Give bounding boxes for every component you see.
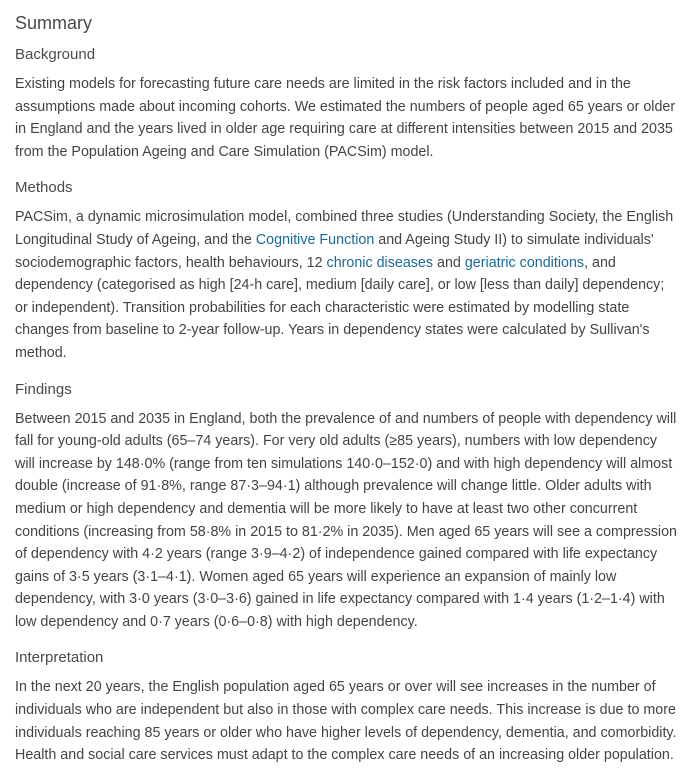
summary-title: Summary — [15, 13, 93, 33]
methods-text — [15, 206, 680, 364]
findings-text: Between 2015 and 2035 in England, both the prevalence of and numbers of people with dependency will fall for young-old adults (65–74 years). For very old adults (≥85 years), numbers with low dependency will increase by 148·0% (range from ten simulations 140·0–152·0) and with high dependency will almost double (increase of 91·8%, range 87·3–94·1) although prevalence will change little. Older adults with medium or high dependency and dementia will be more likely to have at least two other concurrent conditions (increasing from 58·8% in 2015 to 81·2% in 2035). Men aged 65 years will see a compression of dependency with 4·2 years (range 3·9–4·2) of independence gained compared with life expectancy gains of 3·5 years (3·1–4·1). Women aged 65 years will experience an expansion of mainly low dependency, with 3·0 years (3·0–3·6) gained in life expectancy compared with 1·4 years (1·2–1·4) with low dependency and 0·7 years (0·6–0·8) with high dependency. — [15, 410, 677, 630]
interpretation-section — [15, 647, 680, 766]
interpretation-text: In the next 20 years, the English population aged 65 years or over will see increases in the number of individuals who are independent but also in those with complex care needs. This increase is due to more individuals reaching 85 years or older who have higher levels of dependency, dementia, and comorbidity. Health and social care services must adapt to the complex care needs of an increasing older population. — [15, 679, 677, 764]
geriatric-conditions-link[interactable]: geriatric conditions — [464, 254, 585, 271]
methods-heading: Methods — [15, 179, 73, 197]
background-text: Existing models for forecasting future care needs are limited in the risk factors included and in the assumptions made about incoming cohorts. We estimated the numbers of people aged 65 years or older in England and the years lived in older age requiring care at different intensities between 2015 and 2035 from the Population Ageing and Care Simulation (PACSim) model. — [15, 76, 676, 160]
cognitive-function-link[interactable]: Cognitive Function — [255, 231, 375, 248]
methods-text-part-3: and — [433, 254, 465, 271]
methods-section — [15, 177, 680, 364]
methods-text-part-4: , and dependency (categorised as high [24-h care], medium [daily care], or low [less than daily] dependency; or independent). Transition probabilities for each characteristic were estimated by modelling state changes from baseline to 2-year follow-up. Years in dependency states were calculated by Sullivan's method. — [15, 254, 665, 361]
background-section — [15, 44, 680, 163]
methods-text-part-2: and Ageing Study II) to simulate individuals' sociodemographic factors, health behaviours, 12 — [15, 231, 654, 271]
background-heading: Background — [15, 46, 96, 63]
interpretation-heading: Interpretation — [15, 649, 104, 667]
chronic-diseases-link[interactable]: chronic diseases — [326, 254, 434, 271]
methods-text-part-1: PACSim, a dynamic microsimulation model, combined three studies (Understanding Society, the English Longitudinal Study of Ageing, and the — [15, 209, 674, 248]
findings-heading: Findings — [15, 380, 72, 398]
findings-section — [15, 379, 680, 634]
